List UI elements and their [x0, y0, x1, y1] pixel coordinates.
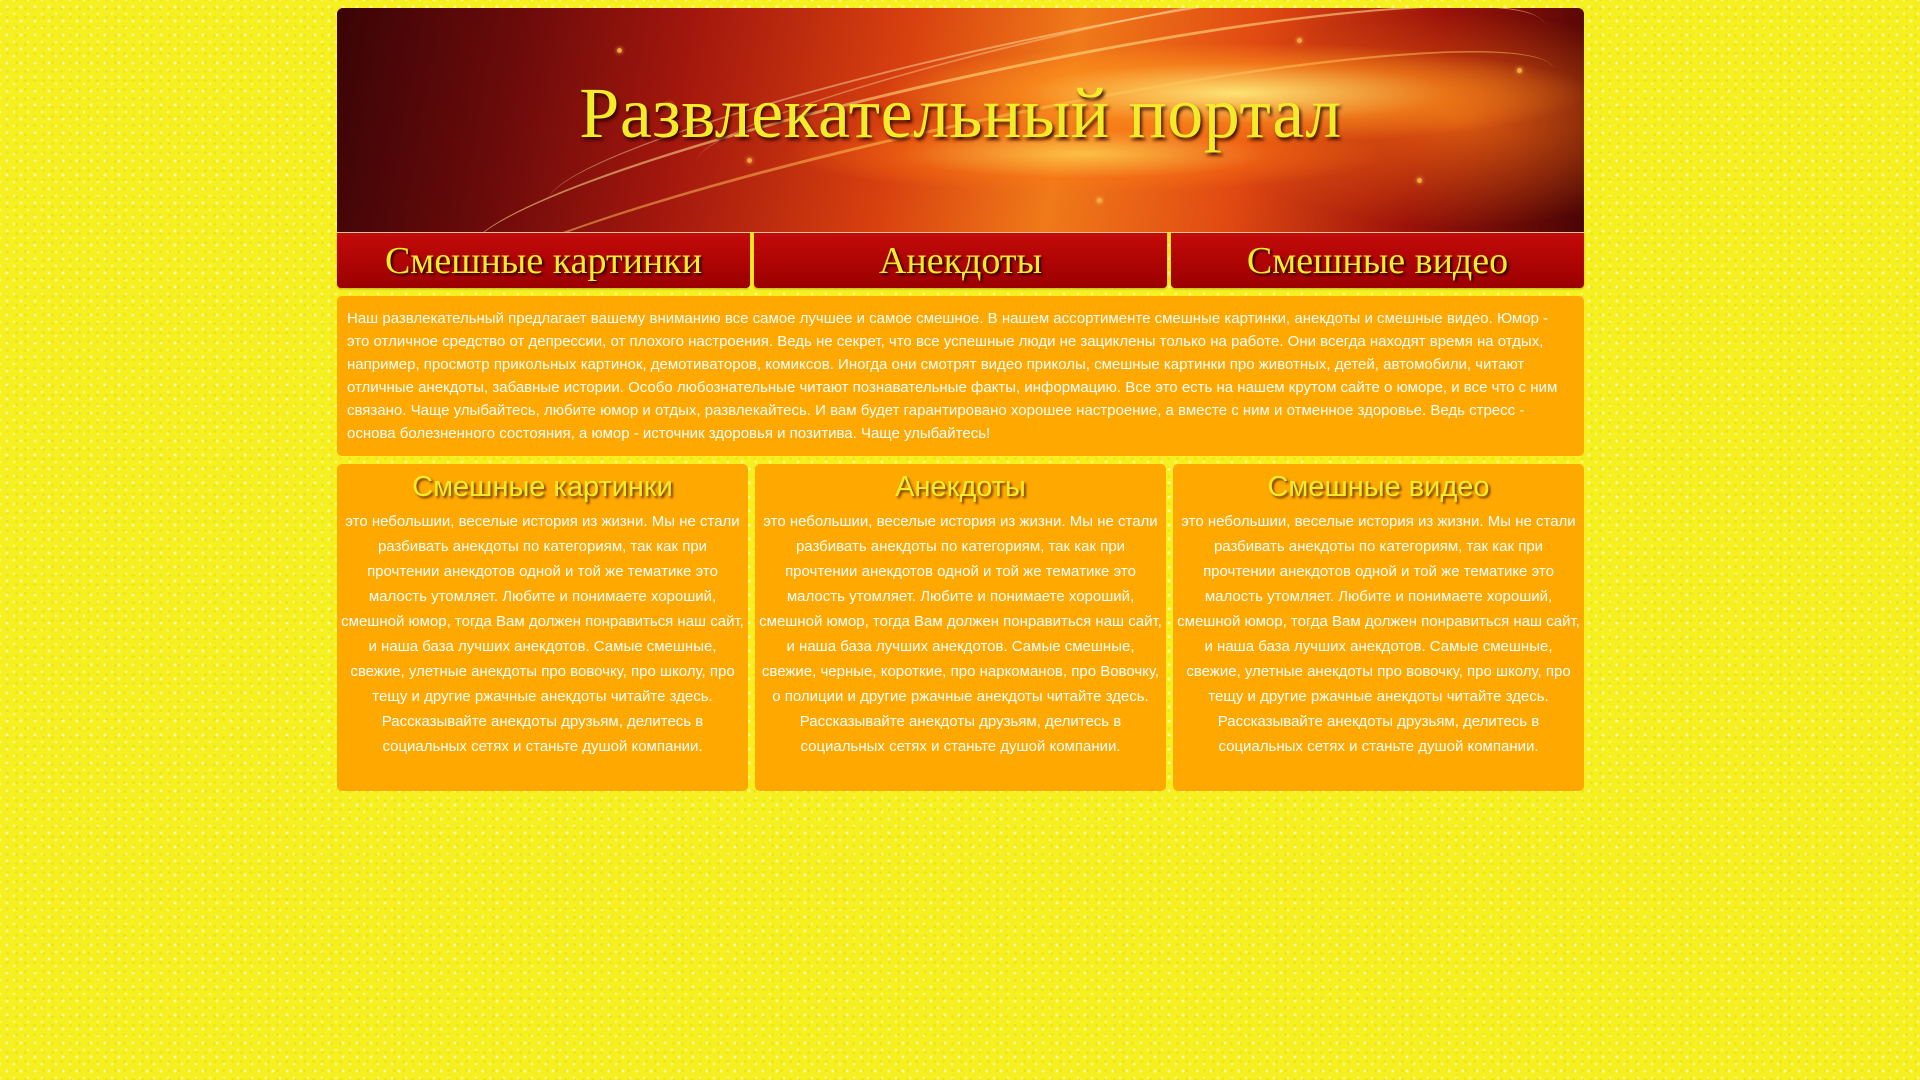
- header-banner: [337, 8, 1584, 232]
- content-columns: [337, 464, 1584, 791]
- column-jokes: [755, 464, 1166, 791]
- banner-spark: [617, 48, 622, 53]
- intro-text: Наш развлекательный предлагает вашему вниманию все самое лучшее и самое смешное. В нашем ассортименте смешные картинки, анекдоты и смешные видео. Юмор - это отличное средство от депрессии, от плохого настроения. Ведь не секрет, что все успешные люди не зациклены только на работе. Они всегда находят время на отдых, например, просмотр прикольных картинок, демотиваторов, комиксов. Иногда они смотрят видео приколы, смешные картинки про животных, детей, автомобили, читают отличные анекдоты, забавные истории. Особо любознательные читают познавательные факты, информацию. Все это есть на нашем крутом сайте о юморе, и все что с ним связано. Чаще улыбайтесь, любите юмор и отдых, развлекайтесь. И вам будет гарантировано хорошее настроение, а вместе с ним и отменное здоровье. Ведь стресс - основа болезненного состояния, а юмор - источник здоровья и позитива. Чаще улыбайтесь!: [347, 310, 1558, 442]
- column-title: Смешные видео: [1267, 471, 1490, 503]
- banner-spark: [1097, 198, 1102, 203]
- column-text: это небольшии, веселые история из жизни. Мы не стали разбивать анекдоты по категориям, так как при прочтении анекдотов одной и той же тематике это малость утомляет. Любите и понимаете хороший, смешной юмор, тогда Вам должен понравиться наш сайт, и наша база лучших анекдотов. Самые смешные, свежие, черные, короткие, про наркоманов, про Вовочку, о полиции и другие ржачные анекдоты читайте здесь. Рассказывайте анекдоты друзьям, делитесь в социальных сетях и станьте душой компании.: [759, 513, 1162, 755]
- column-text: это небольшии, веселые история из жизни. Мы не стали разбивать анекдоты по категориям, так как при прочтении анекдотов одной и той же тематике это малость утомляет. Любите и понимаете хороший, смешной юмор, тогда Вам должен понравиться наш сайт, и наша база лучших анекдотов. Самые смешные, свежие, улетные анекдоты про вовочку, про школу, про тещу и другие ржачные анекдоты читайте здесь. Рассказывайте анекдоты друзьям, делитесь в социальных сетях и станьте душой компании.: [1177, 513, 1580, 755]
- nav-item-label: Смешные картинки: [384, 239, 703, 282]
- nav-item-label: Смешные видео: [1246, 239, 1509, 282]
- column-title: Смешные картинки: [412, 471, 673, 503]
- page-wrapper: [337, 8, 1584, 791]
- column-title: Анекдоты: [895, 471, 1026, 503]
- nav-item-funny-videos[interactable]: [1171, 232, 1584, 288]
- banner-spark: [1417, 178, 1422, 183]
- column-funny-pictures: [337, 464, 748, 791]
- column-funny-videos: [1173, 464, 1584, 791]
- nav-item-funny-pictures[interactable]: [337, 232, 750, 288]
- site-title: Развлекательный портал: [579, 73, 1342, 153]
- nav-item-label: Анекдоты: [878, 239, 1043, 282]
- nav-item-jokes[interactable]: [754, 232, 1167, 288]
- banner-spark: [747, 158, 752, 163]
- banner-spark: [1297, 38, 1302, 43]
- main-nav: [337, 232, 1584, 288]
- intro-panel: [337, 296, 1584, 456]
- column-text: это небольшии, веселые история из жизни. Мы не стали разбивать анекдоты по категориям, так как при прочтении анекдотов одной и той же тематике это малость утомляет. Любите и понимаете хороший, смешной юмор, тогда Вам должен понравиться наш сайт, и наша база лучших анекдотов. Самые смешные, свежие, улетные анекдоты про вовочку, про школу, про тещу и другие ржачные анекдоты читайте здесь. Рассказывайте анекдоты друзьям, делитесь в социальных сетях и станьте душой компании.: [341, 513, 744, 755]
